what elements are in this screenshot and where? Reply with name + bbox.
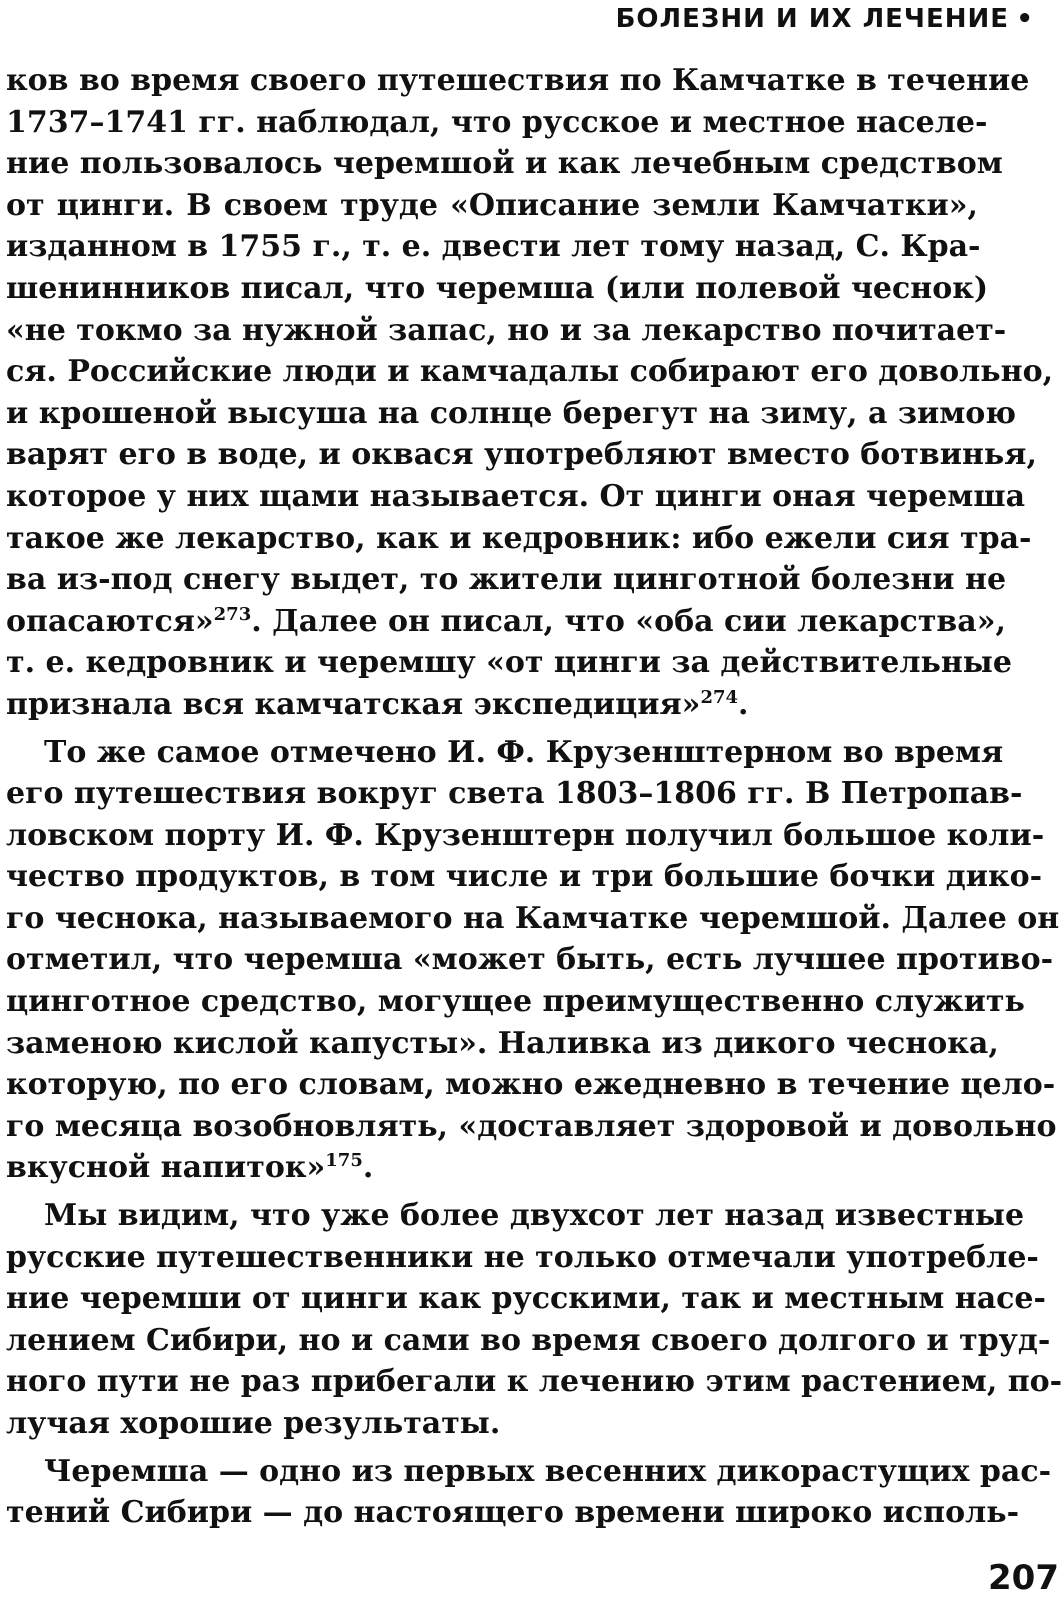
text-line: которую, по его словам, можно ежедневно в течение цело- [6, 1067, 1056, 1103]
text-line: изданном в 1755 г., т. е. двести лет тому назад, С. Кра- [6, 229, 981, 265]
text-segment: . [362, 1150, 374, 1186]
text-line: Мы видим, что уже более двухсот лет назад известные [44, 1198, 1025, 1234]
text-segment: вкусной напиток» [6, 1150, 326, 1186]
text-line: такое же лекарство, как и кедровник: ибо ежели сия тра- [6, 520, 1032, 556]
paragraph-2 [6, 732, 1060, 1190]
text-line: Черемша — одно из первых весенних дикорастущих рас- [44, 1453, 1052, 1489]
footnote-ref: 175 [325, 1150, 363, 1172]
text-segment: признала вся камчатская экспедиция» [6, 686, 701, 722]
text-line: лением Сибири, но и сами во время своего долгого и труд- [6, 1322, 1051, 1358]
text-line: 1737–1741 гг. наблюдал, что русское и местное населе- [6, 104, 988, 140]
text-line: ва из-под снегу выдет, то жители цинготной болезни не [6, 562, 1007, 598]
text-line: варят его в воде, и оквася употребляют вместо ботвинья, [6, 437, 1037, 473]
text-line: «не токмо за нужной запас, но и за лекарство почитает- [6, 312, 1007, 348]
text-segment: . Далее он писал, что «оба сии лекарства», [251, 603, 1006, 639]
text-line [6, 601, 1006, 643]
text-line [6, 1147, 978, 1189]
text-line: цинготное средство, могущее преимущественно служить [6, 984, 1025, 1020]
text-line: его путешествия вокруг света 1803–1806 гг. В Петропав- [6, 776, 1023, 812]
text-line: ков во время своего путешествия по Камчатке в течение [6, 63, 1030, 98]
text-line: тений Сибири — до настоящего времени широко исполь- [6, 1495, 1020, 1531]
text-line: го чеснока, называемого на Камчатке черемшой. Далее он [6, 900, 1060, 936]
paragraph-4 [6, 1451, 1052, 1534]
text-line [6, 684, 978, 726]
running-head: БОЛЕЗНИ И ИХ ЛЕЧЕНИЕ [615, 4, 1009, 34]
text-line: ся. Российские люди и камчадалы собирают его довольно, [6, 354, 1054, 390]
text-line: ного пути не раз прибегали к лечению этим растением, по- [6, 1364, 1063, 1400]
text-line: го месяца возобновлять, «доставляет здоровой и довольно [6, 1108, 1057, 1144]
text-line: которое у них щами называется. От цинги оная черемша [6, 478, 1026, 514]
text-line: т. е. кедровник и черемшу «от цинги за действительные [6, 645, 1012, 681]
text-line: ние пользовалось черемшой и как лечебным средством [6, 146, 1003, 182]
footnote-ref: 274 [700, 686, 739, 708]
footnote-ref: 273 [213, 603, 252, 625]
paragraph-1 [6, 60, 1054, 726]
text-line: шенинников писал, что черемша (или полевой чеснок) [6, 270, 989, 306]
text-line: ние черемши от цинги как русскими, так и местным насе- [6, 1281, 1046, 1317]
body-text [6, 60, 1063, 1534]
running-head-ornament: • [1016, 4, 1033, 34]
text-line: лучая хорошие результаты. [6, 1406, 501, 1441]
text-line: чество продуктов, в том числе и три большие бочки дико- [6, 859, 1043, 895]
text-line: от цинги. В своем труде «Описание земли Камчатки», [6, 187, 978, 223]
paragraph-3 [6, 1195, 1063, 1445]
text-line: отметил, что черемша «может быть, есть лучшее противо- [6, 942, 1054, 978]
text-line: То же самое отмечено И. Ф. Крузенштерном во время [44, 734, 1004, 770]
page-number: 207 [988, 1558, 1059, 1598]
text-line: русские путешественники не только отмечали употребле- [6, 1239, 1039, 1275]
text-line: ловском порту И. Ф. Крузенштерн получил большое коли- [6, 817, 1045, 853]
text-line: и крошеной высуша на солнце берегут на зиму, а зимою [6, 395, 1017, 431]
text-segment: опасаются» [6, 603, 214, 639]
text-line: заменою кислой капусты». Наливка из дикого чеснока, [6, 1025, 999, 1061]
text-segment: . [738, 686, 749, 722]
